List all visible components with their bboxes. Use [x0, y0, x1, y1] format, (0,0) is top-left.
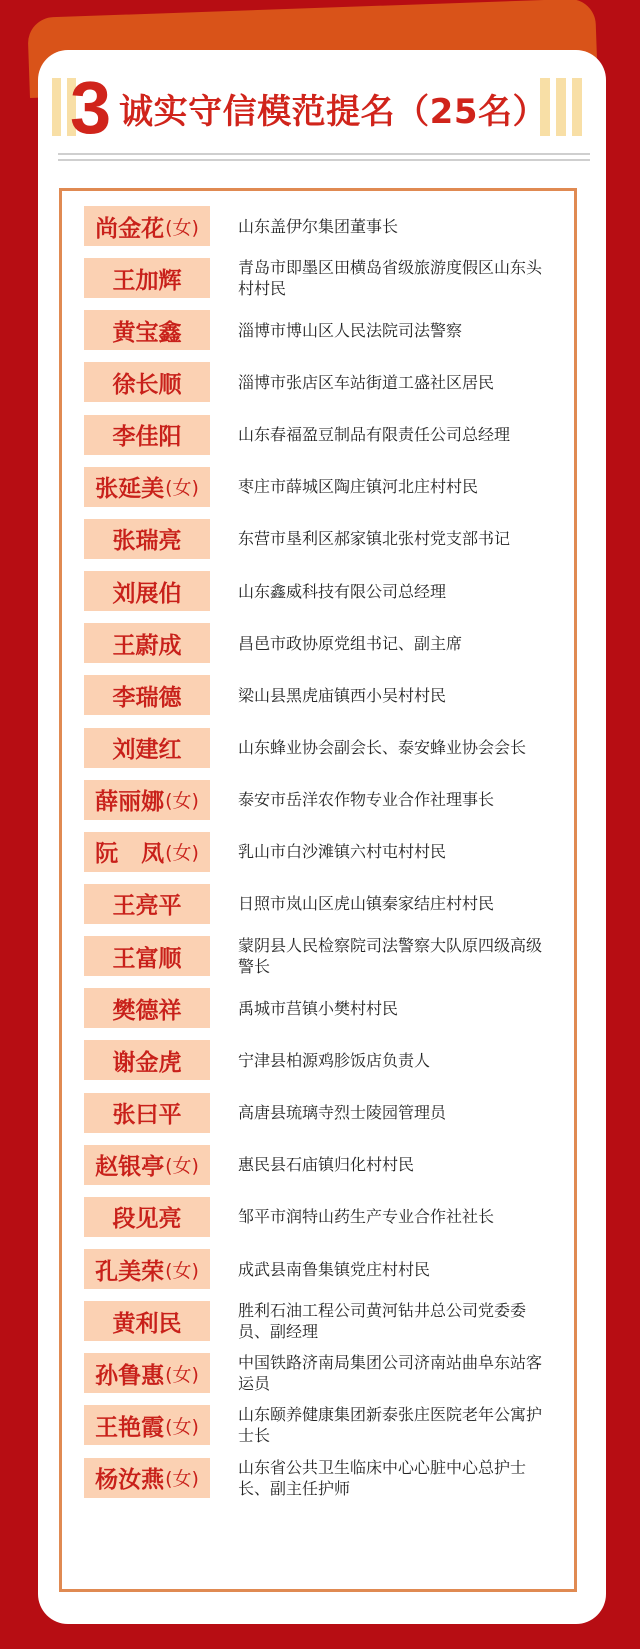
person-name: 王艳霞 [95, 1414, 165, 1441]
list-item [84, 884, 564, 924]
person-title: 日照市岚山区虎山镇秦家结庄村村民 [238, 894, 495, 914]
list-item [84, 1353, 564, 1393]
person-title: 乳山市白沙滩镇六村屯村村民 [238, 842, 447, 862]
list-item [84, 728, 564, 768]
female-mark: (女) [165, 790, 199, 813]
person-name-badge [84, 519, 210, 559]
list-item [84, 206, 564, 246]
divider-line [58, 159, 590, 161]
person-name: 赵银亭 [95, 1154, 165, 1181]
person-title: 昌邑市政协原党组书记、副主席 [238, 633, 463, 653]
person-name-badge [84, 1301, 210, 1341]
female-mark: (女) [165, 1155, 199, 1178]
female-mark: (女) [165, 477, 199, 500]
person-title: 蒙阴县人民检察院司法警察大队原四级高级警长 [238, 936, 543, 977]
person-title: 惠民县石庙镇归化村村民 [238, 1155, 415, 1175]
person-name-badge [84, 571, 210, 611]
person-name: 孙鲁惠 [95, 1362, 165, 1389]
person-name-badge [84, 1458, 210, 1498]
person-title: 山东省公共卫生临床中心心脏中心总护士长、副主任护师 [238, 1457, 527, 1498]
person-name-badge [84, 362, 210, 402]
person-title: 高唐县琉璃寺烈士陵园管理员 [238, 1103, 447, 1123]
person-name: 张延美 [95, 476, 165, 503]
heading-title: 诚实守信模范提名 [119, 91, 396, 132]
person-name: 刘建红 [112, 737, 182, 763]
list-item [84, 467, 564, 507]
person-name: 阮 凤 [95, 841, 165, 868]
person-name-badge [84, 467, 210, 507]
person-title: 淄博市张店区车站街道工盛社区居民 [238, 372, 495, 392]
list-item [84, 1301, 564, 1341]
person-title: 青岛市即墨区田横岛省级旅游度假区山东头村村民 [238, 258, 543, 299]
list-item [84, 415, 564, 455]
person-title: 梁山县黑虎庙镇西小吴村村民 [238, 685, 447, 705]
list-item [84, 936, 564, 976]
person-name: 杨汝燕 [95, 1467, 165, 1494]
list-item [84, 1093, 564, 1133]
person-name: 张瑞亮 [112, 528, 182, 555]
person-name: 徐长顺 [112, 371, 182, 398]
person-name-badge [84, 1353, 210, 1393]
person-name: 王加辉 [112, 267, 182, 294]
person-name-badge [84, 728, 210, 768]
person-name: 黄利民 [112, 1310, 182, 1337]
person-name-badge [84, 1249, 210, 1289]
list-item [84, 1040, 564, 1080]
person-name-badge [84, 1405, 210, 1445]
list-item [84, 988, 564, 1028]
divider-line [58, 153, 590, 155]
person-name: 李佳阳 [112, 424, 182, 451]
list-item [84, 1145, 564, 1185]
person-title: 成武县南鲁集镇党庄村村民 [238, 1259, 431, 1279]
female-mark: (女) [165, 1415, 199, 1438]
person-title: 邹平市润特山药生产专业合作社社长 [238, 1207, 495, 1227]
person-name: 张曰平 [112, 1102, 182, 1129]
person-name-badge [84, 415, 210, 455]
female-mark: (女) [165, 1259, 199, 1282]
person-name: 谢金虎 [112, 1049, 182, 1076]
list-item [84, 310, 564, 350]
list-item [84, 832, 564, 872]
female-mark: (女) [165, 1363, 199, 1386]
list-item [84, 675, 564, 715]
person-name-badge [84, 884, 210, 924]
person-name: 王亮平 [112, 893, 182, 920]
person-title: 枣庄市薛城区陶庄镇河北庄村村民 [238, 477, 479, 497]
person-title: 禹城市莒镇小樊村村民 [238, 998, 399, 1018]
person-name-badge [84, 832, 210, 872]
person-name: 王富顺 [112, 945, 182, 972]
person-title: 中国铁路济南局集团公司济南站曲阜东站客运员 [238, 1353, 543, 1394]
person-title: 山东鑫威科技有限公司总经理 [238, 581, 447, 601]
person-name: 薛丽娜 [95, 789, 165, 816]
female-mark: (女) [165, 842, 199, 865]
person-name-badge [84, 1093, 210, 1133]
person-name: 王蔚成 [112, 632, 182, 659]
list-item [84, 519, 564, 559]
person-title: 山东蜂业协会副会长、泰安蜂业协会会长 [238, 738, 527, 757]
person-title: 泰安市岳洋农作物专业合作社理事长 [238, 790, 495, 810]
person-name: 李瑞德 [112, 684, 182, 711]
person-title: 淄博市博山区人民法院司法警察 [238, 320, 463, 340]
section-heading [119, 84, 547, 133]
person-name: 黄宝鑫 [112, 319, 182, 346]
person-name: 尚金花 [95, 215, 165, 242]
person-name-badge [84, 623, 210, 663]
person-name-badge [84, 1145, 210, 1185]
person-title: 山东春福盈豆制品有限责任公司总经理 [238, 425, 511, 445]
person-title: 东营市垦利区郝家镇北张村党支部书记 [238, 529, 511, 549]
person-name-badge [84, 936, 210, 976]
list-item [84, 623, 564, 663]
person-name-badge [84, 310, 210, 350]
list-item [84, 1249, 564, 1289]
heading-count: （25名） [395, 91, 547, 132]
list-item [84, 1197, 564, 1237]
person-name: 段见亮 [112, 1206, 182, 1233]
list-item [84, 571, 564, 611]
person-name-badge [84, 988, 210, 1028]
person-name-badge [84, 780, 210, 820]
person-name-badge [84, 206, 210, 246]
female-mark: (女) [165, 1468, 199, 1491]
list-item [84, 362, 564, 402]
person-name-badge [84, 1197, 210, 1237]
person-title: 山东颐养健康集团新泰张庄医院老年公寓护士长 [238, 1405, 543, 1446]
person-title: 胜利石油工程公司黄河钻井总公司党委委员、副经理 [238, 1301, 527, 1342]
person-name: 樊德祥 [112, 997, 182, 1024]
section-number: 3 [70, 66, 112, 149]
list-item [84, 258, 564, 298]
person-name: 孔美荣 [95, 1258, 165, 1285]
list-item [84, 1458, 564, 1498]
person-name-badge [84, 258, 210, 298]
list-item [84, 1405, 564, 1445]
list-item [84, 780, 564, 820]
person-title: 山东盖伊尔集团董事长 [238, 216, 399, 236]
female-mark: (女) [165, 216, 199, 239]
person-name: 刘展伯 [112, 580, 182, 607]
person-title: 宁津县柏源鸡胗饭店负责人 [238, 1050, 431, 1070]
person-name-badge [84, 1040, 210, 1080]
section-title [70, 66, 547, 149]
person-name-badge [84, 675, 210, 715]
